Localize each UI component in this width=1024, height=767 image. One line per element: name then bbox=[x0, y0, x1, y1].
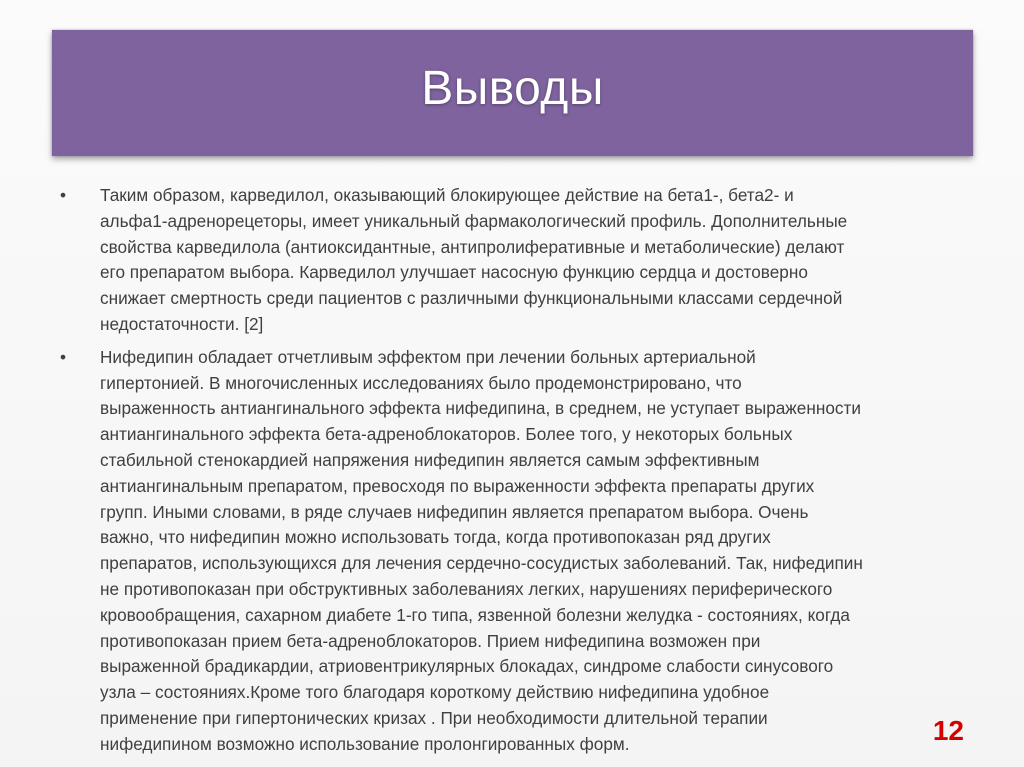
bullet-line: кровообращения, сахарном диабете 1-го типа, язвенной болезни желудка - состояниях, когда bbox=[100, 604, 850, 625]
bullet-line: альфа1-адренорецеторы, имеет уникальный фармакологический профиль. Дополнительные bbox=[100, 210, 848, 231]
bullet-line: выраженность антиангинального эффекта нифедипина, в среднем, не уступает выраженности bbox=[100, 398, 861, 419]
bullet-line: недостаточности. [2] bbox=[100, 313, 264, 334]
bullet-line: Нифедипин обладает отчетливым эффектом при лечении больных артериальной bbox=[100, 346, 756, 367]
title-banner bbox=[52, 30, 973, 156]
bullet-line: антиангинальным препаратом, превосходя по выраженности эффекта препараты других bbox=[100, 475, 815, 496]
bullet-line: стабильной стенокардией напряжения нифедипин является самым эффективным bbox=[100, 449, 760, 470]
bullet-text bbox=[100, 345, 940, 758]
page-number: 12 bbox=[932, 715, 964, 746]
bullet-line: применение при гипертонических кризах . При необходимости длительной терапии bbox=[100, 707, 768, 728]
bullet-line: снижает смертность среди пациентов с различными функциональными классами сердечной bbox=[100, 288, 843, 309]
bullet-item-carvedilol bbox=[60, 183, 940, 338]
bullet-line: противопоказан прием бета-адреноблокаторов. Прием нифедипина возможен при bbox=[100, 630, 761, 651]
bullet-list bbox=[60, 183, 940, 765]
bullet-item-nifedipine bbox=[60, 345, 940, 758]
bullet-line: Таким образом, карведилол, оказывающий блокирующее действие на бета1-, бета2- и bbox=[100, 185, 794, 205]
bullet-line: выраженной брадикардии, атриовентрикулярных блокадах, синдроме слабости синусового bbox=[100, 656, 834, 677]
bullet-marker: • bbox=[60, 346, 67, 367]
bullet-line: свойства карведилола (антиоксидантные, антипролиферативные и метаболические) делают bbox=[100, 236, 845, 257]
bullet-line: групп. Иными словами, в ряде случаев нифедипин является препаратом выбора. Очень bbox=[100, 501, 809, 522]
bullet-line: не противопоказан при обструктивных заболеваниях легких, нарушениях периферического bbox=[100, 578, 833, 599]
bullet-line: его препаратом выбора. Карведилол улучшает насосную функцию сердца и достоверно bbox=[100, 262, 808, 283]
bullet-marker: • bbox=[60, 185, 67, 205]
bullet-line: антиангинального эффекта бета-адреноблокаторов. Более того, у некоторых больных bbox=[100, 424, 793, 445]
bullet-line: узла – состояниях.Кроме того благодаря короткому действию нифедипина удобное bbox=[100, 682, 770, 703]
slide-title: Выводы bbox=[421, 61, 604, 115]
bullet-line: гипертонией. В многочисленных исследованиях было продемонстрировано, что bbox=[100, 372, 742, 393]
bullet-line: важно, что нифедипин можно использовать тогда, когда противопоказан ряд других bbox=[100, 527, 771, 548]
bullet-line: препаратов, использующихся для лечения сердечно-сосудистых заболеваний. Так, нифедипин bbox=[100, 553, 863, 574]
bullet-line: нифедипином возможно использование пролонгированных форм. bbox=[100, 733, 630, 754]
bullet-text bbox=[100, 183, 940, 338]
